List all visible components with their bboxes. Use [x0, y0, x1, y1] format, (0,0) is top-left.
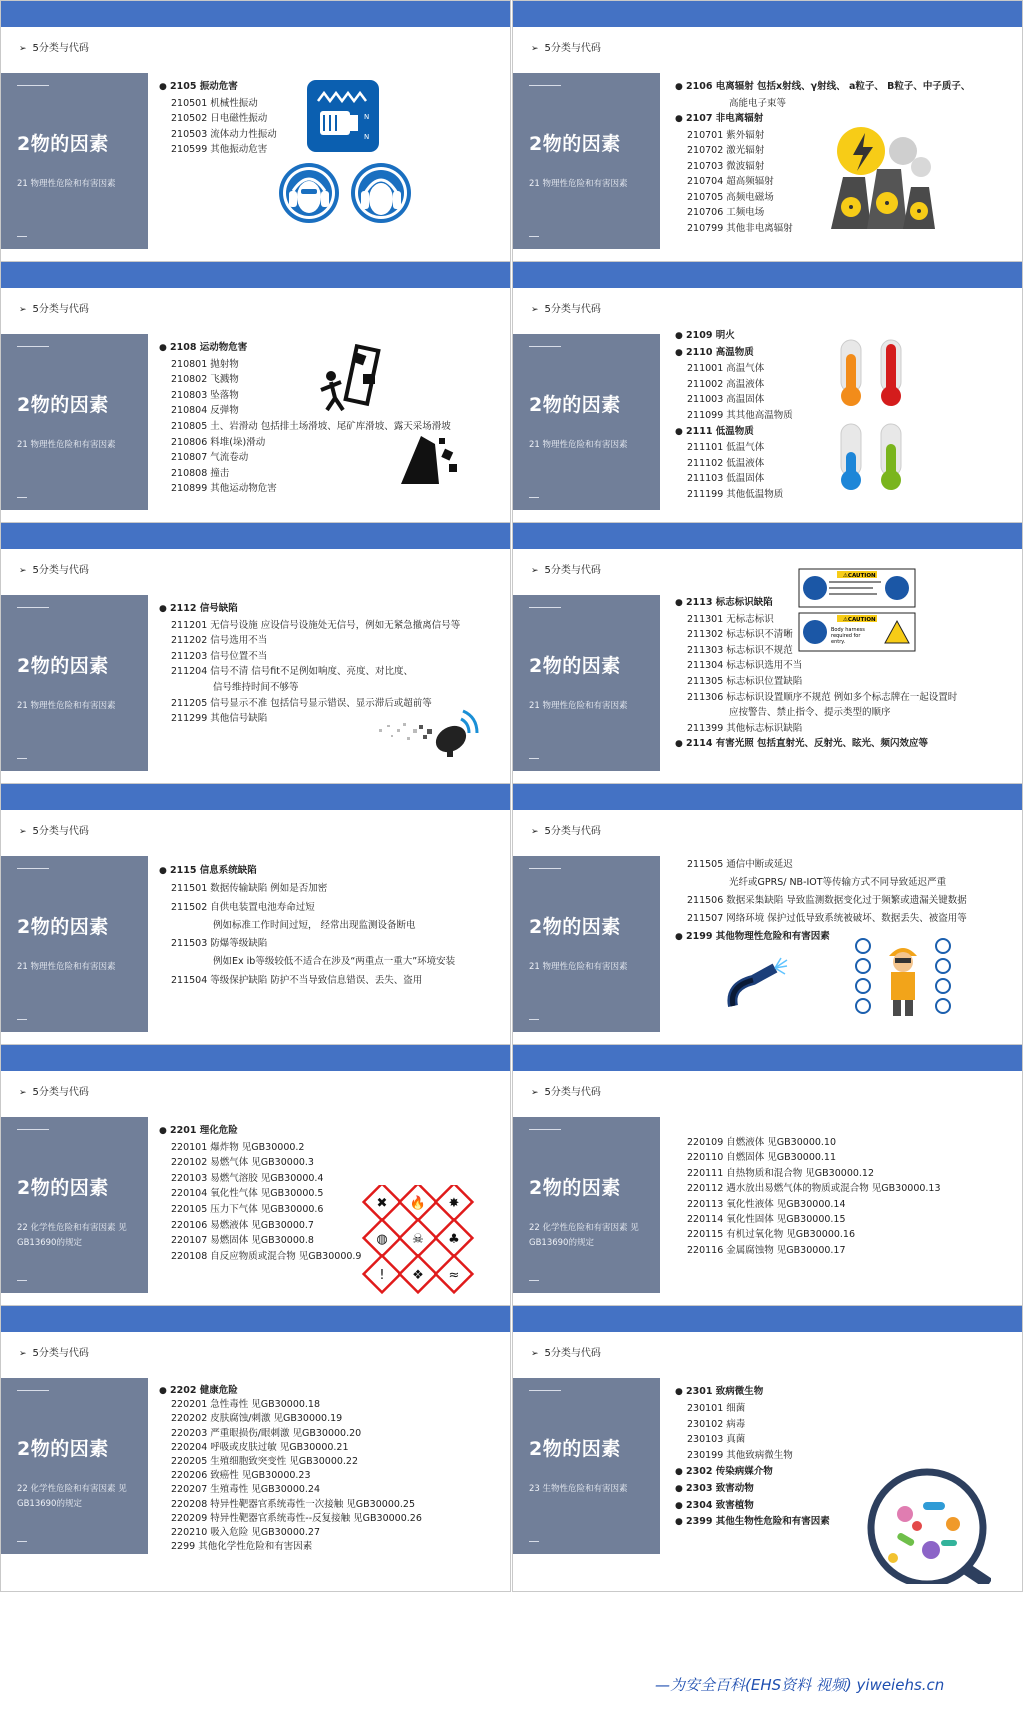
breadcrumb	[531, 561, 601, 576]
list-item: 210806 料堆(垛)滑动	[171, 436, 266, 448]
svg-text:◍: ◍	[376, 1232, 388, 1247]
list-item: 应按警告、禁止指令、提示类型的顺序	[729, 707, 891, 719]
chevron-right-icon: ➢	[19, 1088, 27, 1098]
list-item: 220207 生殖毒性 见GB30000.24	[171, 1484, 321, 1496]
chevron-right-icon: ➢	[19, 827, 27, 837]
list-item: 211303 标志标识不规范	[687, 644, 793, 656]
slide-4	[512, 261, 1023, 548]
panel-subtitle: 21 物理性危险和有害因素	[17, 962, 116, 972]
category-heading: ● 2115 信息系统缺陷	[159, 862, 504, 880]
thermometer-hot-icon	[831, 338, 915, 412]
chevron-right-icon: ➢	[531, 1088, 539, 1098]
list-item: 210799 其他非电离辐射	[687, 222, 793, 234]
list-item: 220103 易燃气溶胶 见GB30000.4	[171, 1172, 324, 1184]
panel-title: 2物的因素	[529, 655, 621, 677]
list-item: 220113 氧化性液体 见GB30000.14	[687, 1198, 846, 1210]
breadcrumb-label: 5分类与代码	[544, 304, 601, 315]
svg-text:✸: ✸	[448, 1196, 460, 1211]
falling-objects-icon	[319, 344, 397, 418]
title-panel	[513, 334, 660, 510]
chevron-right-icon: ➢	[19, 1349, 27, 1359]
list-item: 210807 气流卷动	[171, 452, 249, 464]
panel-divider	[529, 346, 561, 347]
title-panel	[1, 856, 148, 1032]
title-panel	[513, 595, 660, 771]
panel-subtitle: 22 化学性危险和有害因素 见GB13690的规定	[17, 1484, 127, 1509]
title-panel	[1, 73, 148, 249]
category-heading: ● 2108 运动物危害	[159, 340, 504, 357]
list-item: 211202 信号选用不当	[171, 635, 268, 647]
panel-divider	[529, 236, 539, 237]
slide-topbar	[513, 1, 1022, 27]
ghs-svg	[361, 1185, 477, 1295]
slide-topbar	[1, 523, 510, 549]
list-item: 211305 标志标识位置缺陷	[687, 675, 803, 687]
list-item: 220114 氧化性固体 见GB30000.15	[687, 1214, 846, 1226]
list-item: 211504 等级保护缺陷 防护不当导致信息错误、丢失、盗用	[171, 974, 423, 986]
watermark: —为安全百科(EHS资料 视频) yiweiehs.cn	[655, 1676, 945, 1694]
breadcrumb-label: 5分类与代码	[32, 43, 89, 54]
slide-9	[0, 1044, 511, 1331]
panel-subtitle: 21 物理性危险和有害因素	[17, 701, 116, 711]
panel-divider	[529, 1019, 539, 1020]
panel-divider	[529, 1129, 561, 1130]
list-item: 211304 标志标识选用不当	[687, 660, 803, 672]
signal-svg	[377, 699, 485, 759]
svg-text:≈: ≈	[448, 1268, 460, 1283]
panel-divider	[529, 607, 561, 608]
category-heading: ● 2201 理化危险	[159, 1123, 504, 1140]
list-item: 210706 工频电场	[687, 207, 765, 218]
slide-topbar	[1, 1, 510, 27]
slide-topbar	[513, 262, 1022, 288]
breadcrumb	[19, 822, 89, 837]
panel-divider	[17, 868, 49, 869]
category-heading: ● 2112 信号缺陷	[159, 601, 504, 618]
slide-topbar	[1, 262, 510, 288]
fiber-cable-icon	[725, 956, 789, 1020]
list-item: 220201 急性毒性 见GB30000.18	[171, 1399, 321, 1411]
slide-7	[0, 783, 511, 1070]
panel-subtitle: 21 物理性危险和有害因素	[529, 179, 628, 189]
panel-title: 2物的因素	[529, 133, 621, 155]
list-item: 220202 皮肤腐蚀/刺激 见GB30000.19	[171, 1413, 343, 1425]
list-item: 211302 标志标识不清晰	[687, 629, 793, 641]
title-panel	[1, 595, 148, 771]
ear-svg-1	[277, 161, 341, 225]
list-item: 211003 高温固体	[687, 394, 765, 406]
category-heading: ● 2107 非电离辐射	[675, 111, 1020, 128]
svg-text:⚠CAUTION: ⚠CAUTION	[843, 617, 876, 623]
radiation-svg	[821, 121, 941, 241]
vibration-motor-icon	[306, 79, 380, 157]
list-item: 220203 严重眼损伤/眼刺激 见GB30000.20	[171, 1427, 362, 1439]
ghs-pictograms-icon	[361, 1185, 477, 1299]
list-item: 220102 易燃气体 见GB30000.3	[171, 1157, 314, 1169]
ear-protection-icon	[349, 161, 413, 229]
panel-title: 2物的因素	[17, 1438, 109, 1460]
slide-1	[0, 0, 511, 287]
panel-divider	[529, 85, 561, 86]
category-heading: ● 2304 致害植物	[675, 1498, 1020, 1515]
item-list	[675, 856, 1020, 946]
category-heading: ● 2109 明火	[675, 328, 1020, 345]
list-item: 220107 易燃固体 见GB30000.8	[171, 1235, 314, 1247]
svg-text:♣: ♣	[448, 1232, 460, 1247]
breadcrumb	[531, 1083, 601, 1098]
category-heading: ● 2302 传染病媒介物	[675, 1464, 1020, 1481]
list-item: 211301 无标志标识	[687, 613, 774, 625]
panel-divider	[17, 497, 27, 498]
thermometer-cold-icon	[831, 422, 915, 496]
list-item: 211204 信号不清 信号fit不足例如响度、亮度、对比度、	[171, 666, 414, 678]
panel-divider	[529, 868, 561, 869]
list-item: 230199 其他致病微生物	[687, 1450, 793, 1462]
category-heading: ● 2113 标志标识缺陷	[675, 595, 1020, 612]
slide-11	[0, 1305, 511, 1592]
slide-6	[512, 522, 1023, 809]
breadcrumb-label: 5分类与代码	[32, 304, 89, 315]
panel-divider	[17, 236, 27, 237]
list-item: 210705 高频电磁场	[687, 191, 774, 203]
breadcrumb-label: 5分类与代码	[544, 1348, 601, 1359]
list-item: 220116 金属腐蚀物 见GB30000.17	[687, 1244, 846, 1256]
list-item: 211101 低温气体	[687, 442, 765, 454]
svg-text:Body harness: Body harness	[831, 627, 865, 633]
slide-topbar	[1, 784, 510, 810]
protective-worker-icon	[853, 936, 953, 1024]
list-item: 230102 病毒	[687, 1418, 746, 1430]
falling-svg	[319, 344, 397, 414]
list-item: 210503 流体动力性振动	[171, 128, 277, 140]
chevron-right-icon: ➢	[531, 1349, 539, 1359]
list-item: 211099 其其他高温物质	[687, 409, 793, 421]
chevron-right-icon: ➢	[531, 827, 539, 837]
list-item: 220115 有机过氧化物 见GB30000.16	[687, 1229, 856, 1241]
panel-subtitle: 21 物理性危险和有害因素	[529, 962, 628, 972]
list-item: 220109 自燃液体 见GB30000.10	[687, 1137, 837, 1148]
list-item: 211001 高温气体	[687, 363, 765, 375]
breadcrumb-label: 5分类与代码	[32, 565, 89, 576]
panel-divider	[17, 1019, 27, 1020]
title-panel	[513, 856, 660, 1032]
breadcrumb	[531, 822, 601, 837]
chevron-right-icon: ➢	[531, 44, 539, 54]
microbe-svg	[857, 1466, 991, 1584]
panel-subtitle: 22 化学性危险和有害因素 见GB13690的规定	[17, 1223, 127, 1248]
svg-text:✖: ✖	[376, 1196, 388, 1211]
title-panel	[513, 1117, 660, 1293]
list-item: 210701 紫外辐射	[687, 129, 765, 141]
panel-subtitle: 21 物理性危险和有害因素	[17, 440, 116, 450]
list-item: 211201 无信号设施 应设信号设施处无信号，例如无紧急撤离信号等	[171, 619, 461, 631]
rockslide-icon	[399, 430, 463, 490]
list-item: 210802 飞溅物	[171, 374, 239, 386]
list-item: 220210 吸入危险 见GB30000.27	[171, 1527, 321, 1539]
category-heading: ● 2199 其他物理性危险和有害因素	[675, 928, 1020, 946]
panel-subtitle: 23 生物性危险和有害因素	[529, 1484, 628, 1494]
slide-8	[512, 783, 1023, 1070]
list-item: 220110 自燃固体 见GB30000.11	[687, 1152, 837, 1164]
signal-dish-icon	[377, 699, 485, 763]
list-item: 211507 网络环境 保护过低导致系统被破坏、数据丢失、被盗用等	[687, 913, 967, 924]
list-item: 211503 防爆等级缺陷	[171, 938, 268, 950]
slide-12	[512, 1305, 1023, 1592]
list-item: 210801 抛射物	[171, 358, 239, 370]
list-item: 211502 自供电装置电池寿命过短	[171, 901, 315, 913]
rockslide-svg	[399, 430, 463, 486]
list-item: 210502 日电磁性振动	[171, 113, 268, 124]
svg-text:⚠CAUTION: ⚠CAUTION	[843, 573, 876, 579]
slide-10	[512, 1044, 1023, 1331]
slide-5	[0, 522, 511, 809]
list-item: 220112 遇水放出易燃气体的物质或混合物 见GB30000.13	[687, 1183, 941, 1195]
breadcrumb-label: 5分类与代码	[32, 826, 89, 837]
panel-title: 2物的因素	[17, 394, 109, 416]
svg-text:N: N	[364, 113, 370, 121]
list-item: 230103 真菌	[687, 1434, 746, 1446]
slide-topbar	[513, 523, 1022, 549]
worker-svg	[853, 936, 953, 1020]
svg-text:entry.: entry.	[831, 639, 846, 645]
title-panel	[513, 1378, 660, 1554]
vibration-svg	[306, 79, 380, 153]
title-panel	[513, 73, 660, 249]
breadcrumb-label: 5分类与代码	[544, 1087, 601, 1098]
list-item: 211002 高温液体	[687, 378, 765, 390]
chevron-right-icon: ➢	[19, 44, 27, 54]
panel-divider	[17, 1541, 27, 1542]
list-item: 220205 生殖细胞致突变性 见GB30000.22	[171, 1456, 359, 1468]
panel-title: 2物的因素	[529, 1438, 621, 1460]
list-item: 211506 数据采集缺陷 导致监测数据变化过于频繁或遗漏关键数据	[687, 895, 967, 906]
breadcrumb	[19, 39, 89, 54]
list-item: 210899 其他运动物危害	[171, 483, 277, 495]
list-item: 2299 其他化学性危险和有害因素	[171, 1541, 313, 1553]
slide-2	[512, 0, 1023, 287]
breadcrumb-label: 5分类与代码	[32, 1087, 89, 1098]
slide-topbar	[513, 1045, 1022, 1071]
slide-topbar	[1, 1045, 510, 1071]
panel-title: 2物的因素	[529, 1177, 621, 1199]
cold-svg	[831, 422, 915, 492]
panel-divider	[17, 1390, 49, 1391]
list-item: 220101 爆炸物 见GB30000.2	[171, 1141, 305, 1153]
breadcrumb	[531, 300, 601, 315]
fiber-svg	[725, 956, 789, 1016]
panel-title: 2物的因素	[529, 916, 621, 938]
list-item: 211505 通信中断或延迟	[687, 859, 793, 870]
radiation-plant-icon	[821, 121, 941, 245]
list-item: 高能电子束等	[729, 97, 787, 109]
panel-title: 2物的因素	[17, 133, 109, 155]
list-item: 210804 反弹物	[171, 405, 239, 417]
item-list	[159, 862, 504, 990]
list-item: 210702 激光辐射	[687, 145, 765, 156]
panel-divider	[17, 85, 49, 86]
breadcrumb-label: 5分类与代码	[32, 1348, 89, 1359]
breadcrumb	[531, 39, 601, 54]
svg-text:❖: ❖	[412, 1268, 424, 1283]
list-item: 211205 信号显示不准 包括信号显示错误、显示滞后或超前等	[171, 697, 432, 709]
category-heading: ● 2114 有害光照 包括直射光、反射光、眩光、频闪效应等	[675, 736, 1020, 753]
breadcrumb-label: 5分类与代码	[544, 826, 601, 837]
svg-text:N: N	[364, 133, 370, 141]
svg-text:!: !	[379, 1268, 385, 1283]
category-heading: ● 2111 低温物质	[675, 424, 1020, 441]
title-panel	[1, 334, 148, 510]
title-panel	[1, 1378, 148, 1554]
svg-text:required for: required for	[831, 633, 861, 639]
title-panel	[1, 1117, 148, 1293]
list-item: 220108 自反应物质或混合物 见GB30000.9	[171, 1250, 362, 1262]
slide-topbar	[513, 784, 1022, 810]
list-item: 220206 致癌性 见GB30000.23	[171, 1470, 311, 1482]
panel-divider	[529, 1280, 539, 1281]
list-item: 211203 信号位置不当	[171, 650, 268, 662]
list-item: 210501 机械性振动	[171, 97, 258, 109]
panel-subtitle: 21 物理性危险和有害因素	[529, 701, 628, 711]
panel-title: 2物的因素	[17, 1177, 109, 1199]
microbe-magnifier-icon	[857, 1466, 991, 1588]
list-item: 光纤或GPRS/ NB-IOT等传输方式不同导致延迟严重	[729, 877, 947, 888]
panel-divider	[17, 1129, 49, 1130]
list-item: 220105 压力下气体 见GB30000.6	[171, 1203, 324, 1215]
panel-title: 2物的因素	[529, 394, 621, 416]
panel-divider	[17, 346, 49, 347]
list-item: 例如标准工作时间过短， 经常出现监测设备断电	[213, 919, 416, 931]
slide-topbar	[513, 1306, 1022, 1332]
panel-subtitle: 21 物理性危险和有害因素	[529, 440, 628, 450]
caution-sign-icon	[797, 567, 917, 657]
breadcrumb-label: 5分类与代码	[544, 43, 601, 54]
list-item: 220104 氧化性气体 见GB30000.5	[171, 1188, 324, 1200]
breadcrumb	[19, 1083, 89, 1098]
panel-title: 2物的因素	[17, 655, 109, 677]
category-heading: ● 2301 致病微生物	[675, 1384, 1020, 1401]
list-item: 210803 坠落物	[171, 389, 239, 401]
slide-3	[0, 261, 511, 548]
panel-subtitle: 21 物理性危险和有害因素	[17, 179, 116, 189]
ear-protection-icon	[277, 161, 341, 229]
svg-text:🔥: 🔥	[409, 1196, 427, 1211]
list-item: 211501 数据传输缺陷 例如是否加密	[171, 883, 328, 895]
panel-divider	[529, 758, 539, 759]
breadcrumb	[531, 1344, 601, 1359]
item-list	[675, 1135, 1020, 1258]
list-item: 211199 其他低温物质	[687, 488, 784, 500]
list-item: 210599 其他振动危害	[171, 144, 268, 155]
panel-divider	[529, 1390, 561, 1391]
list-item: 220204 呼吸或皮肤过敏 见GB30000.21	[171, 1441, 349, 1453]
list-item: 信号维持时间不够等	[213, 681, 299, 693]
hot-svg	[831, 338, 915, 408]
list-item: 210808 撞击	[171, 467, 230, 479]
ear-svg-2	[349, 161, 413, 225]
list-item: 211103 低温固体	[687, 473, 765, 485]
category-heading: ● 2105 振动危害	[159, 79, 504, 96]
list-item: 210703 微波辐射	[687, 160, 765, 172]
list-item: 211399 其他标志标识缺陷	[687, 722, 803, 734]
category-heading: ● 2399 其他生物性危险和有害因素	[675, 1514, 1020, 1531]
chevron-right-icon: ➢	[531, 566, 539, 576]
list-item: 230101 细菌	[687, 1402, 746, 1414]
breadcrumb-label: 5分类与代码	[544, 565, 601, 576]
panel-subtitle: 22 化学性危险和有害因素 见GB13690的规定	[529, 1223, 639, 1248]
svg-text:☠: ☠	[412, 1232, 424, 1247]
category-heading: ● 2106 电离辐射 包括x射线、γ射线、 a粒子、 B粒子、中子质子、	[675, 79, 1020, 96]
panel-divider	[17, 1280, 27, 1281]
list-item: 例如Ex ib等级较低不适合在涉及“两重点一重大”环境安装	[213, 956, 456, 968]
item-list	[159, 1384, 504, 1554]
panel-divider	[529, 1541, 539, 1542]
list-item: 211299 其他信号缺陷	[171, 713, 268, 725]
panel-title: 2物的因素	[17, 916, 109, 938]
panel-divider	[17, 607, 49, 608]
chevron-right-icon: ➢	[19, 566, 27, 576]
list-item: 220209 特异性靶器官系统毒性--反复接触 见GB30000.26	[171, 1512, 422, 1524]
breadcrumb	[19, 300, 89, 315]
chevron-right-icon: ➢	[531, 305, 539, 315]
category-heading: ● 2202 健康危险	[159, 1384, 504, 1398]
breadcrumb	[19, 1344, 89, 1359]
caution-svg	[797, 567, 917, 653]
list-item: 220208 特异性靶器官系统毒性一次接触 见GB30000.25	[171, 1498, 416, 1510]
list-item: 220106 易燃液体 见GB30000.7	[171, 1219, 314, 1231]
panel-divider	[17, 758, 27, 759]
breadcrumb	[19, 561, 89, 576]
chevron-right-icon: ➢	[19, 305, 27, 315]
list-item: 210704 超高频辐射	[687, 176, 774, 187]
list-item: 211306 标志标识设置顺序不规范 例如多个标志牌在一起设置时	[687, 691, 958, 703]
list-item: 220111 自热物质和混合物 见GB30000.12	[687, 1167, 875, 1179]
panel-divider	[529, 497, 539, 498]
slide-topbar	[1, 1306, 510, 1332]
category-heading: ● 2110 高温物质	[675, 345, 1020, 362]
category-heading: ● 2303 致害动物	[675, 1481, 1020, 1498]
list-item: 211102 低温液体	[687, 457, 765, 469]
list-item: 210805 土、岩滑动 包括排土场滑坡、尾矿库滑坡、露天采场滑坡	[171, 420, 451, 432]
